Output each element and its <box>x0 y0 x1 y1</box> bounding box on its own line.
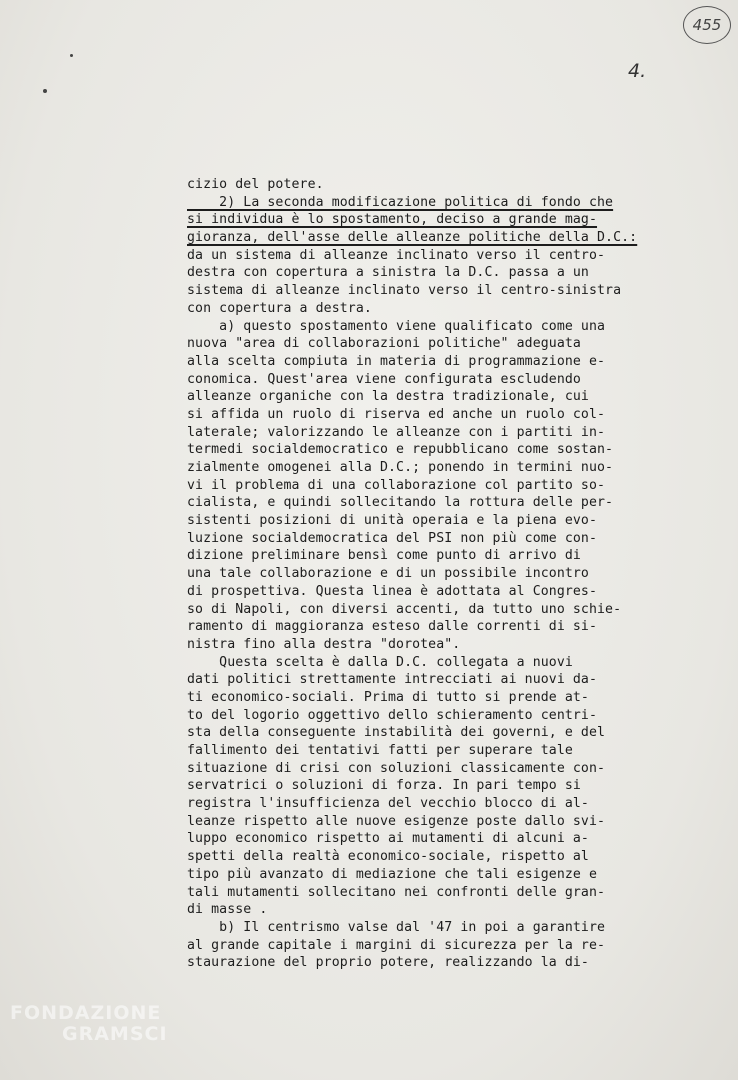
text-line: alla scelta compiuta in materia di programmazione e- <box>187 353 606 369</box>
text-line: dizione preliminare bensì come punto di arrivo di <box>187 548 581 564</box>
text-line: leanze rispetto alle nuove esigenze poste dallo svi- <box>187 813 606 829</box>
text-line: di masse . <box>187 902 268 918</box>
text-line: tipo più avanzato di mediazione che tali esigenze e <box>187 866 598 882</box>
text-line: ti economico-sociali. Prima di tutto si prende at- <box>187 689 589 705</box>
text-line: staurazione del proprio potere, realizzando la di- <box>187 955 589 971</box>
text-line: termedi socialdemocratico e repubblicano come sostan- <box>187 442 614 458</box>
text-line: cialista, e quindi sollecitando la rottura delle per- <box>187 495 614 511</box>
text-line: servatrici o soluzioni di forza. In pari tempo si <box>187 778 581 794</box>
text-line: situazione di crisi con soluzioni classicamente con- <box>187 760 606 776</box>
watermark-line: GRAMSCI <box>62 1023 168 1045</box>
text-line: si individua è lo spostamento, deciso a grande mag- <box>187 212 598 228</box>
text-line: fallimento dei tentativi fatti per superare tale <box>187 743 573 758</box>
ink-speck <box>43 89 47 93</box>
text-line: luppo economico rispetto ai mutamenti di alcuni a- <box>187 831 589 847</box>
text-line: al grande capitale i margini di sicurezza per la re- <box>187 937 606 953</box>
page-number: 4. <box>628 60 647 82</box>
text-line: so di Napoli, con diversi accenti, da tutto uno schie- <box>187 601 622 617</box>
text-line: laterale; valorizzando le alleanze con i partiti in- <box>187 424 606 440</box>
text-line: gioranza, dell'asse delle alleanze politiche della D.C.: <box>187 230 638 246</box>
text-line: sistema di alleanze inclinato verso il centro-sinistra <box>187 283 622 299</box>
typewritten-text <box>187 176 657 972</box>
text-line: destra con copertura a sinistra la D.C. passa a un <box>187 265 589 281</box>
text-line: con copertura a destra. <box>187 300 372 316</box>
text-line: da un sistema di alleanze inclinato verso il centro- <box>187 247 606 263</box>
text-line: b) Il centrismo valse dal '47 in poi a garantire <box>187 919 606 935</box>
watermark-logo <box>10 1003 168 1045</box>
text-line: 2) La seconda modificazione politica di fondo che <box>187 194 614 210</box>
archive-number-stamp: 455 <box>683 6 731 44</box>
watermark-line: FONDAZIONE <box>10 1002 162 1024</box>
text-line: spetti della realtà economico-sociale, rispetto al <box>187 849 589 865</box>
text-line: sta della conseguente instabilità dei governi, e del <box>187 725 606 741</box>
text-line: conomica. Quest'area viene configurata escludendo <box>187 371 581 387</box>
ink-speck <box>70 54 73 57</box>
text-line: registra l'insufficienza del vecchio blocco di al- <box>187 796 589 812</box>
text-line: una tale collaborazione e di un possibile incontro <box>187 566 589 582</box>
text-line: tali mutamenti sollecitano nei confronti delle gran- <box>187 884 606 900</box>
text-line: alleanze organiche con la destra tradizionale, cui <box>187 389 589 405</box>
text-line: luzione socialdemocratica del PSI non più come con- <box>187 530 598 546</box>
text-line: cizio del potere. <box>187 177 324 192</box>
text-line: sistenti posizioni di unità operaia e la piena evo- <box>187 513 598 529</box>
text-line: dati politici strettamente intrecciati ai nuovi da- <box>187 672 598 688</box>
text-line: a) questo spostamento viene qualificato come una <box>187 318 606 334</box>
text-line: di prospettiva. Questa linea è adottata al Congres- <box>187 583 598 599</box>
text-line: vi il problema di una collaborazione col partito so- <box>187 477 606 493</box>
text-line: zialmente omogenei alla D.C.; ponendo in termini nuo- <box>187 460 614 475</box>
text-line: nistra fino alla destra "dorotea". <box>187 636 461 652</box>
text-line: to del logorio oggettivo dello schieramento centri- <box>187 707 598 723</box>
text-line: Questa scelta è dalla D.C. collegata a nuovi <box>187 654 573 670</box>
text-line: nuova "area di collaborazioni politiche" adeguata <box>187 336 581 352</box>
text-line: si affida un ruolo di riserva ed anche un ruolo col- <box>187 406 606 422</box>
text-line: ramento di maggioranza esteso dalle correnti di si- <box>187 619 598 635</box>
